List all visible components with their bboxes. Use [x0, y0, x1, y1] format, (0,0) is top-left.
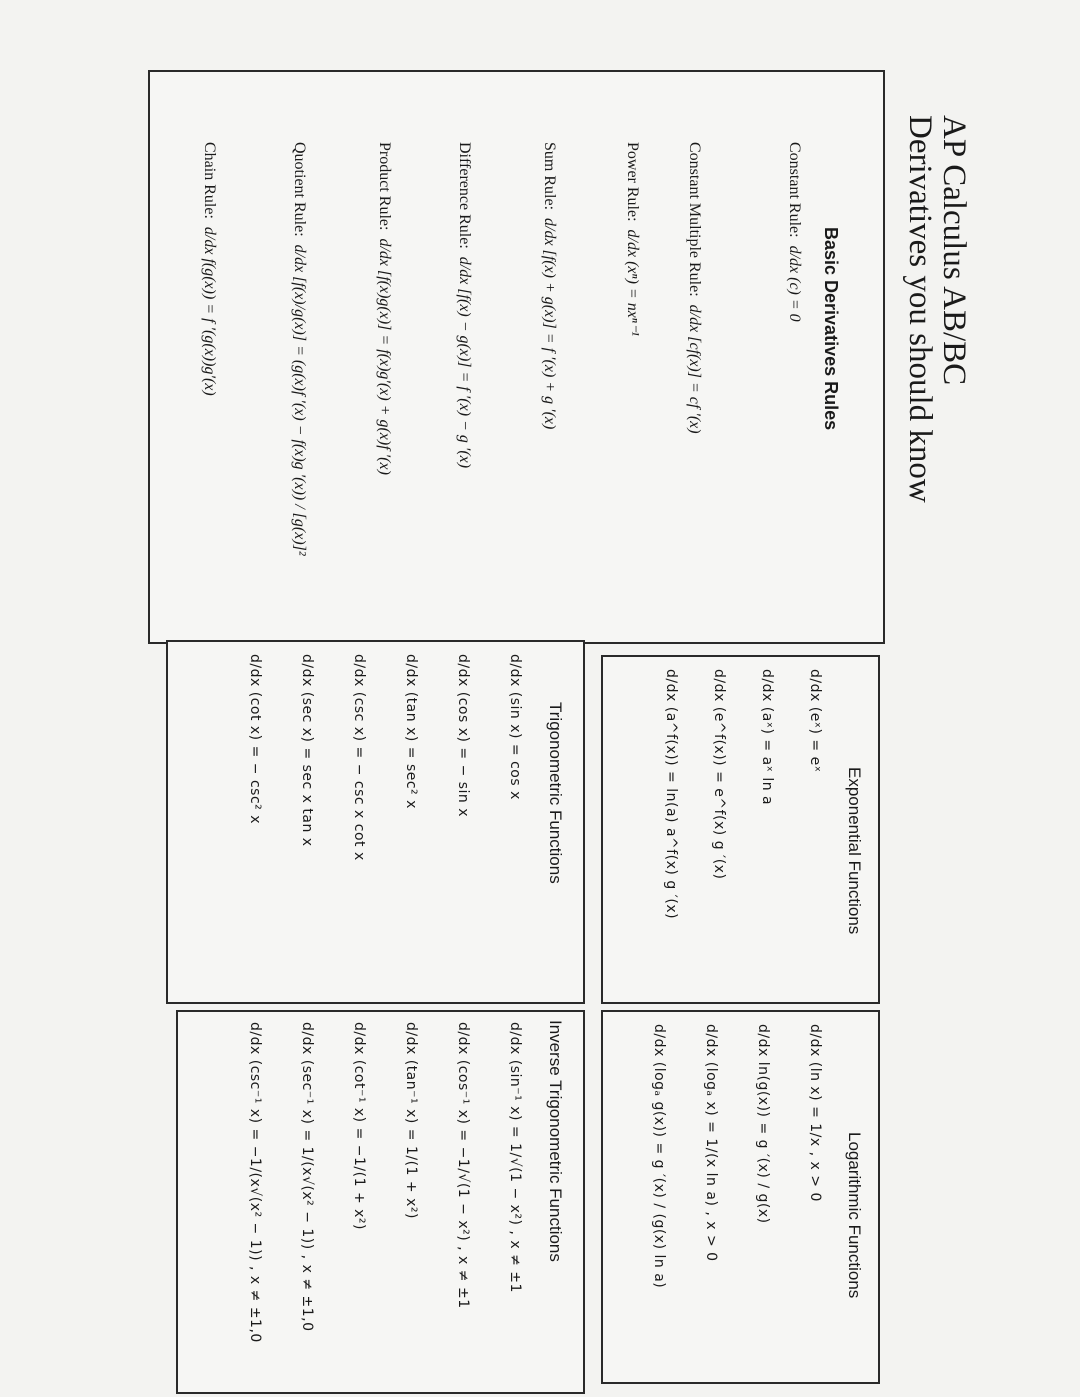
logarithmic-heading: Logarithmic Functions — [845, 1132, 864, 1299]
formula-row: d/dx (tan x) = sec² x — [403, 654, 419, 809]
rule-formula: d/dx [f(x)g(x)] = f(x)g′(x) + g(x)f ′(x) — [376, 238, 393, 475]
rule-formula: d/dx [cf(x)] = cf ′(x) — [686, 304, 703, 434]
inverse-trig-heading: Inverse Trigonometric Functions — [546, 1020, 565, 1262]
rule-label: Constant Rule: — [786, 142, 803, 238]
rule-formula: d/dx f(g(x)) = f ′(g(x))g′(x) — [201, 226, 218, 396]
rule-row — [623, 142, 643, 336]
formula-row: d/dx (cos x) = − sin x — [455, 654, 471, 818]
trig-box — [166, 640, 585, 1004]
formula-row: d/dx (logₐ g(x)) = g ′(x) / (g(x) ln a) — [651, 1024, 667, 1289]
rule-formula: d/dx (xⁿ) = nxⁿ⁻¹ — [624, 229, 641, 337]
exponential-box — [601, 655, 880, 1004]
rule-formula: d/dx [f(x) − g(x)] = f ′(x) − g ′(x) — [456, 256, 473, 469]
rule-label: Power Rule: — [624, 142, 641, 222]
trig-heading: Trigonometric Functions — [546, 702, 565, 884]
rule-label: Product Rule: — [376, 142, 393, 231]
rule-formula: d/dx [f(x) + g(x)] = f ′(x) + g ′(x) — [541, 218, 558, 430]
rule-label: Quotient Rule: — [291, 142, 308, 237]
formula-row: d/dx (sin⁻¹ x) = 1/√(1 − x²) , x ≠ ±1 — [507, 1022, 523, 1293]
rule-label: Chain Rule: — [201, 142, 218, 219]
formula-row: d/dx (eˣ) = eˣ — [807, 669, 823, 773]
formula-row: d/dx (tan⁻¹ x) = 1/(1 + x²) — [403, 1022, 419, 1219]
exponential-heading: Exponential Functions — [845, 767, 864, 935]
rule-label: Constant Multiple Rule: — [686, 142, 703, 297]
basic-rules-heading: Basic Derivatives Rules — [821, 227, 841, 431]
formula-row: d/dx (csc x) = − csc x cot x — [351, 654, 367, 861]
rule-row — [375, 142, 393, 475]
formula-row: d/dx (ln x) = 1/x , x > 0 — [807, 1024, 823, 1202]
rule-formula: d/dx [f(x)/g(x)] = (g(x)f ′(x) − f(x)g ′(x)) / [g(x)]² — [291, 244, 308, 556]
page-title: AP Calculus AB/BC — [936, 115, 972, 386]
rule-label: Difference Rule: — [456, 142, 473, 249]
formula-row: d/dx (aˣ) = aˣ ln a — [759, 669, 775, 806]
inverse-trig-box — [176, 1010, 585, 1394]
rule-row — [785, 142, 803, 322]
rule-row — [200, 142, 218, 396]
formula-row: d/dx (logₐ x) = 1/(x ln a) , x > 0 — [703, 1024, 719, 1262]
rule-row — [685, 142, 703, 434]
rule-formula: d/dx (c) = 0 — [786, 245, 803, 322]
formula-row: d/dx (cos⁻¹ x) = −1/√(1 − x²) , x ≠ ±1 — [455, 1022, 471, 1309]
page-subtitle: Derivatives you should know — [902, 115, 938, 503]
formula-row: d/dx (cot x) = − csc² x — [247, 654, 263, 824]
formula-row: d/dx (sec⁻¹ x) = 1/(x√(x² − 1)) , x ≠ ±1,0 — [299, 1022, 315, 1332]
rule-row — [540, 142, 558, 429]
formula-row: d/dx (a^f(x)) = ln(a) a^f(x) g ′(x) — [663, 669, 679, 920]
formula-row: d/dx (cot⁻¹ x) = −1/(1 + x²) — [351, 1022, 367, 1230]
formula-row: d/dx (e^f(x)) = e^f(x) g ′(x) — [711, 669, 727, 880]
basic-rules-box — [148, 70, 885, 644]
rule-label: Sum Rule: — [541, 142, 558, 211]
logarithmic-box — [601, 1010, 880, 1384]
formula-row: d/dx (sec x) = sec x tan x — [299, 654, 315, 847]
rule-row — [290, 142, 308, 556]
formula-row: d/dx (csc⁻¹ x) = −1/(x√(x² − 1)) , x ≠ ±1,0 — [247, 1022, 263, 1343]
formula-row: d/dx ln(g(x)) = g ′(x) / g(x) — [755, 1024, 771, 1224]
formula-row: d/dx (sin x) = cos x — [507, 654, 523, 800]
rule-row — [455, 142, 473, 468]
